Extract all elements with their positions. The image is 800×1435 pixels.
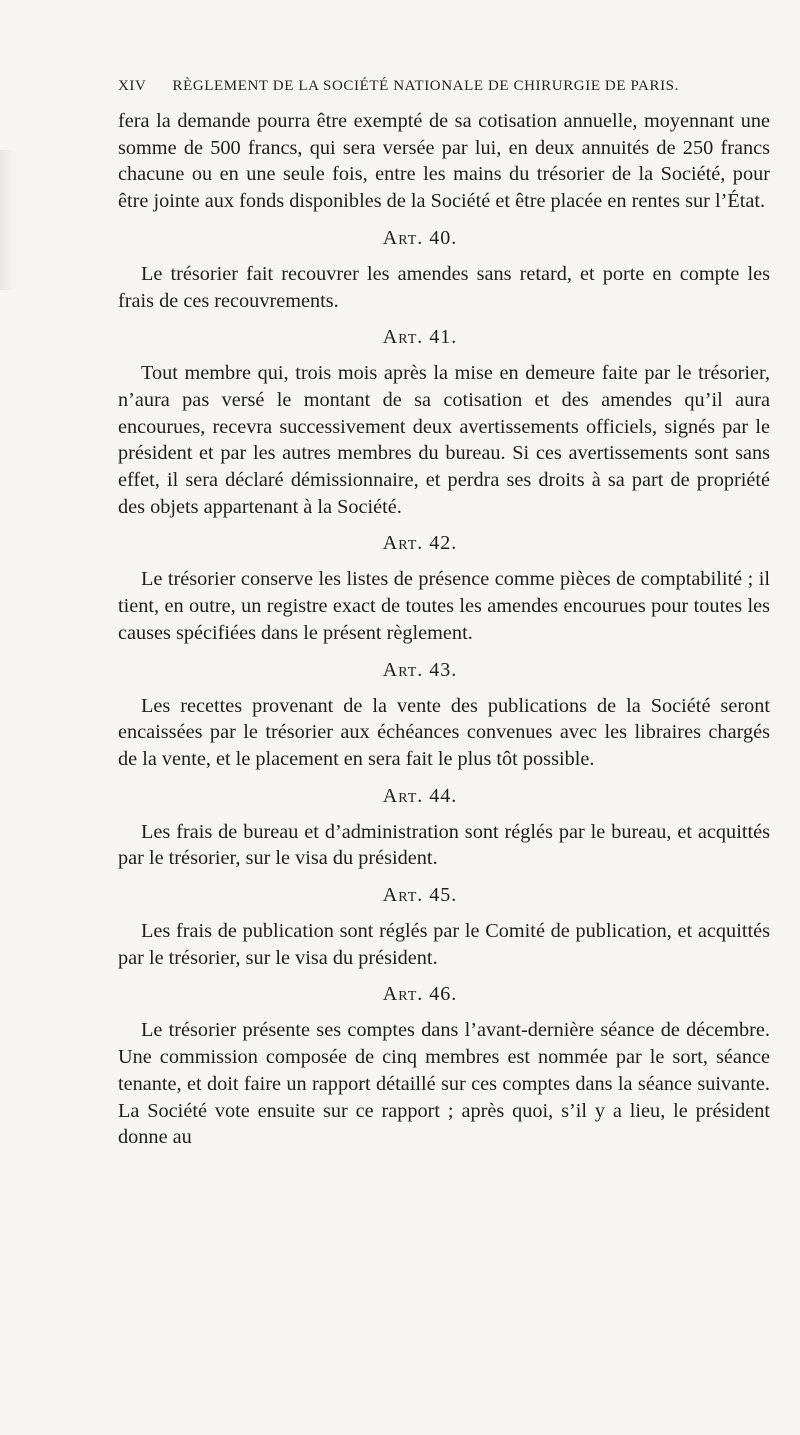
opening-paragraph: fera la demande pourra être exempté de sa cotisation annuelle, moyennant une somme de 500 francs, qui sera versée par lui, en deux annuités de 250 francs chacune ou en une seule fois, entre les mains du trésorier de la Société, pour être jointe aux fonds disponibles de la Société et être placée en rentes sur l’État. bbox=[118, 110, 770, 213]
running-title: RÈGLEMENT DE LA SOCIÉTÉ NATIONALE DE CHIRURGIE DE PARIS. bbox=[172, 78, 679, 94]
article-heading-40: Art. 40. bbox=[382, 226, 458, 249]
article-text-44: Les frais de bureau et d’administration sont réglés par le bureau, et acquittés par le trésorier, sur le visa du président. bbox=[118, 820, 770, 870]
article-heading-42: Art. 42. bbox=[382, 532, 458, 555]
article-heading-41: Art. 41. bbox=[382, 326, 458, 349]
article-text-40: Le trésorier fait recouvrer les amendes sans retard, et porte en compte les frais de ces recouvrements. bbox=[118, 262, 770, 312]
article-text-46: Le trésorier présente ses comptes dans l’avant-dernière séance de décembre. Une commission composée de cinq membres est nommée par le sort, séance tenante, et doit faire un rapport détaillé sur ces comptes dans la séance suivante. La Société vote ensuite sur ce rapport ; après quoi, s’il y a lieu, le président donne au bbox=[118, 1019, 770, 1149]
page-edge-shadow bbox=[0, 150, 14, 290]
article-heading-44: Art. 44. bbox=[382, 784, 458, 807]
article-text-42: Le trésorier conserve les listes de présence comme pièces de comptabilité ; il tient, en outre, un registre exact de toutes les amendes encourues pour toutes les causes spécifiées dans le présent règlement. bbox=[118, 568, 770, 644]
article-heading-45: Art. 45. bbox=[382, 884, 458, 907]
page-number: XIV bbox=[118, 78, 147, 94]
article-text-45: Les frais de publication sont réglés par le Comité de publication, et acquittés par le trésorier, sur le visa du président. bbox=[118, 920, 770, 969]
body-text bbox=[118, 108, 770, 1151]
article-text-41: Tout membre qui, trois mois après la mise en demeure faite par le trésorier, n’aura pas versé le montant de sa cotisation et des amendes qu’il aura encourues, recevra successivement deux avertissements officiels, signés par le président et par les autres membres du bureau. Si ces avertissements sont sans effet, il sera déclaré démissionnaire, et perdra ses droits à sa part de propriété des objets appartenant à la Société. bbox=[118, 362, 770, 518]
running-header bbox=[118, 78, 768, 95]
article-heading-46: Art. 46. bbox=[382, 983, 458, 1006]
article-text-43: Les recettes provenant de la vente des publications de la Société seront encaissées par le trésorier aux échéances convenues avec les libraires chargés de la vente, et le placement en sera fait le plus tôt possible. bbox=[118, 694, 770, 770]
article-heading-43: Art. 43. bbox=[382, 658, 458, 681]
